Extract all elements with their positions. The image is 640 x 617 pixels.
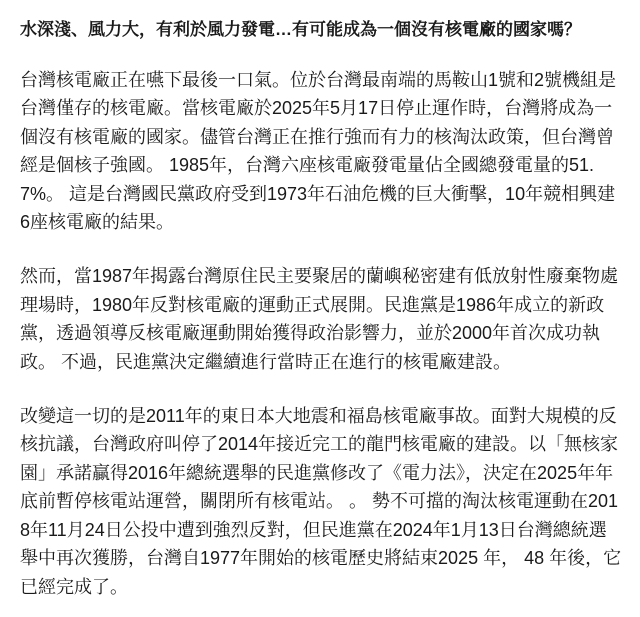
article-paragraph-1: 台灣核電廠正在嚥下最後一口氣。位於台灣最南端的馬鞍山1號和2號機組是台灣僅存的核電廠。當核電廠於2025年5月17日停止運作時，台灣將成為一個沒有核電廠的國家。儘管台灣正在推行強而有力的核淘汰政策，但台灣曾經是個核子強國。 1985年，台灣六座核電廠發電量佔全國總發電量的51.7%。 這是台灣國民黨政府受到1973年石油危機的巨大衝擊，10年競相興建6座核電廠的結果。 — [20, 70, 617, 233]
article-paragraph-2: 然而，當1987年揭露台灣原住民主要聚居的蘭嶼秘密建有低放射性廢棄物處理場時，1980年反對核電廠的運動正式展開。民進黨是1986年成立的新政黨，透過領導反核電廠運動開始獲得政治影響力，並於2000年首次成功執政。 不過，民進黨決定繼續進行當時正在進行的核電廠建設。 — [20, 266, 619, 372]
article-paragraph-3: 改變這一切的是2011年的東日本大地震和福島核電廠事故。面對大規模的反核抗議，台灣政府叫停了2014年接近完工的龍門核電廠的建設。以「無核家園」承諾贏得2016年總統選舉的民進黨修改了《電力法》，決定在2025年年底前暫停核電站運營，關閉所有核電站。 。 勢不可擋的淘汰核電運動在2018年11月24日公投中遭到強烈反對，但民進黨在2024年1月13日台灣總統選舉中再次獲勝，台灣自1977年開始的核電歷史將結束2025 年， 48 年後，它已經完成了。 — [20, 406, 622, 597]
article-title: 水深淺、風力大，有利於風力發電…有可能成為一個沒有核電廠的國家嗎？ — [20, 20, 581, 39]
